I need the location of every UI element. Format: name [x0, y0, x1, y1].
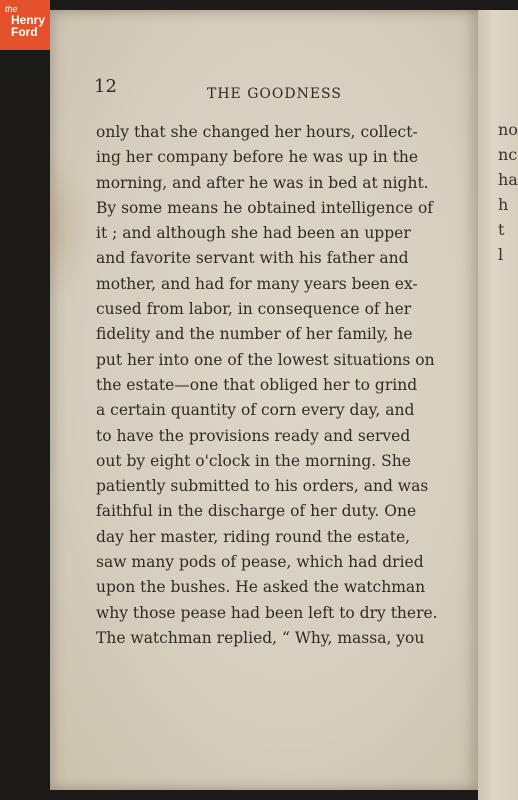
logo-text-ford: Ford: [11, 25, 38, 39]
running-head: THE GOODNESS: [207, 86, 342, 102]
text-line: only that she changed her hours, collect-: [96, 123, 418, 141]
text-line: The watchman replied, “ Why, massa, you: [96, 628, 425, 647]
text-line: out by eight o'clock in the morning. She: [96, 451, 411, 470]
facing-page-edge: [478, 10, 518, 800]
text-line: it ; and although she had been an upper: [96, 224, 411, 243]
text-line: faithful in the discharge of her duty. One: [96, 502, 417, 521]
text-line: a certain quantity of corn every day, and: [96, 401, 415, 420]
text-line: why those pease had been left to dry there.: [96, 603, 438, 622]
text-line: put her into one of the lowest situations on: [96, 350, 435, 369]
text-line: the estate—one that obliged her to grind: [96, 375, 418, 394]
text-line: saw many pods of pease, which had dried: [96, 553, 424, 572]
text-line: upon the bushes. He asked the watchman: [96, 578, 426, 597]
text-line: to have the provisions ready and served: [96, 426, 411, 445]
text-line: and favorite servant with his father and: [96, 249, 409, 268]
facing-page-fragment: no: [498, 120, 518, 139]
facing-page-fragment: t: [498, 220, 505, 239]
facing-page-fragment: ha: [498, 170, 518, 189]
text-line: patiently submitted to his orders, and was: [96, 477, 429, 496]
text-line: day her master, riding round the estate,: [96, 527, 411, 546]
text-line: fidelity and the number of her family, he: [96, 325, 413, 344]
text-line: morning, and after he was in bed at night.: [96, 173, 429, 192]
henry-ford-logo: [0, 0, 50, 50]
book-page: [50, 10, 480, 790]
page-number: 12: [94, 76, 117, 97]
logo-text-henry: Henry: [11, 13, 46, 27]
text-line: By some means he obtained intelligence of: [96, 198, 434, 217]
text-line: cused from labor, in consequence of her: [96, 300, 412, 319]
text-line: mother, and had for many years been ex-: [96, 274, 418, 293]
text-line: ing her company before he was up in the: [96, 148, 419, 167]
body-text: [96, 120, 454, 651]
logo-text-the: the: [5, 4, 18, 14]
page-stain: [50, 150, 90, 300]
facing-page-fragment: nc: [498, 145, 518, 164]
facing-page-fragment: h: [498, 195, 509, 214]
facing-page-fragment: l: [498, 245, 504, 264]
